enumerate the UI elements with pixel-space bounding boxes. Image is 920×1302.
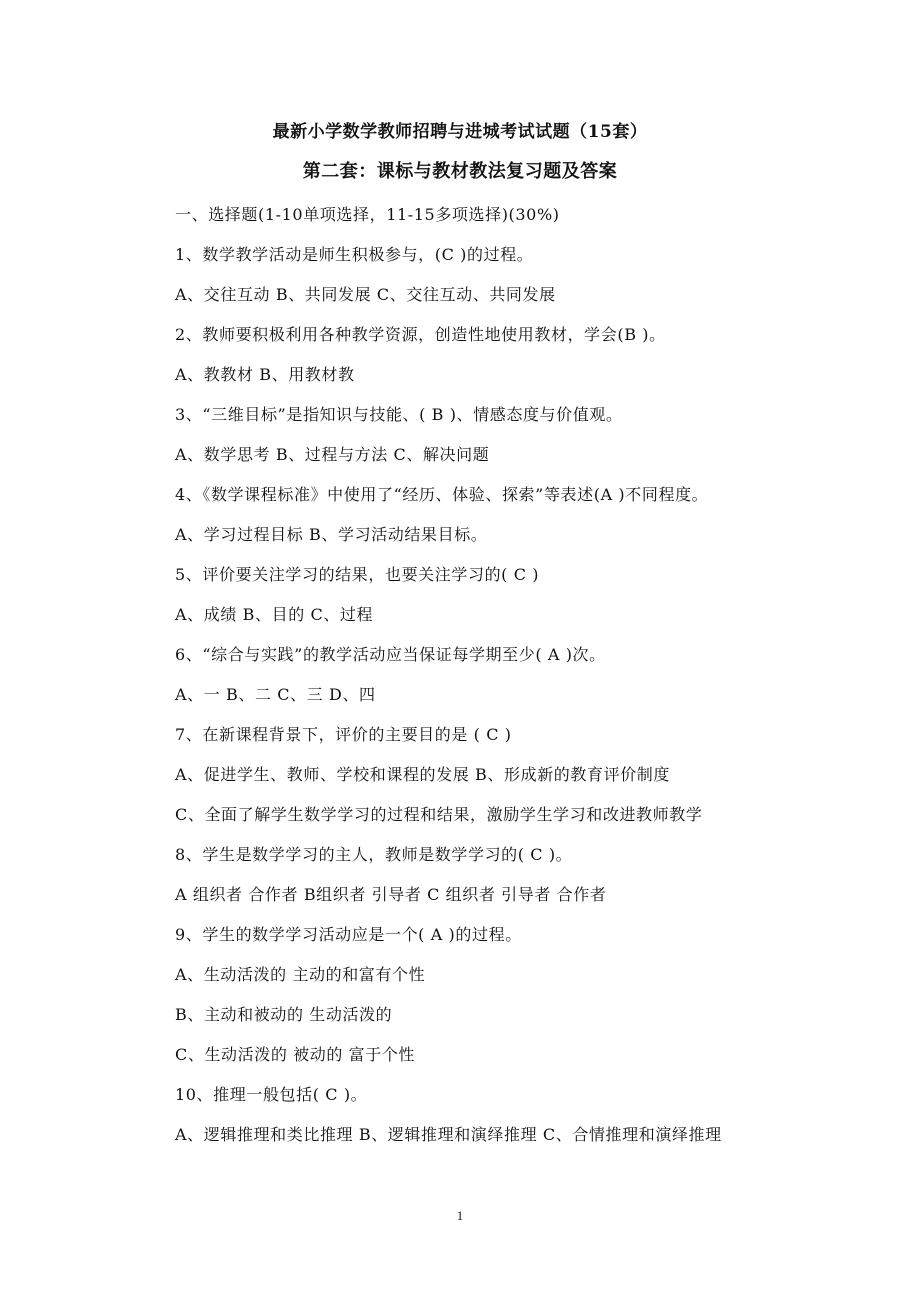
option-line: C、生动活泼的 被动的 富于个性 (175, 1045, 416, 1064)
question-line: 1、数学教学活动是师生积极参与，(C )的过程。 (175, 245, 534, 264)
section-heading: 一、选择题(1-10单项选择，11-15多项选择)(30%) (175, 205, 560, 224)
option-line: A、学习过程目标 B、学习活动结果目标。 (175, 525, 488, 544)
option-line: A、促进学生、教师、学校和课程的发展 B、形成新的教育评价制度 (175, 765, 670, 784)
option-line: A、一 B、二 C、三 D、四 (175, 685, 376, 704)
question-line: 2、教师要积极利用各种教学资源，创造性地使用教材，学会(B )。 (175, 325, 666, 344)
option-line: B、主动和被动的 生动活泼的 (175, 1005, 393, 1024)
question-line: 4、《数学课程标准》中使用了“经历、体验、探索”等表述(A )不同程度。 (175, 485, 709, 504)
option-line: A、生动活泼的 主动的和富有个性 (175, 965, 426, 984)
option-line: A、数学思考 B、过程与方法 C、解决问题 (175, 445, 490, 464)
option-line: A、交往互动 B、共同发展 C、交往互动、共同发展 (175, 285, 556, 304)
question-line: 9、学生的数学学习活动应是一个( A )的过程。 (175, 925, 522, 944)
option-line: A、逻辑推理和类比推理 B、逻辑推理和演绎推理 C、合情推理和演绎推理 (175, 1125, 722, 1144)
option-line: A 组织者 合作者 B组织者 引导者 C 组织者 引导者 合作者 (175, 885, 607, 904)
question-list (175, 195, 875, 1155)
question-line: 3、“三维目标”是指知识与技能、( B )、情感态度与价值观。 (175, 405, 623, 424)
option-line: C、全面了解学生数学学习的过程和结果，激励学生学习和改进教师教学 (175, 805, 703, 824)
question-line: 8、学生是数学学习的主人，教师是数学学习的( C )。 (175, 845, 573, 864)
option-line: A、成绩 B、目的 C、过程 (175, 605, 374, 624)
question-line: 7、在新课程背景下，评价的主要目的是 ( C ) (175, 725, 512, 744)
question-line: 5、评价要关注学习的结果，也要关注学习的( C ) (175, 565, 540, 584)
document-subtitle: 第二套：课标与教材教法复习题及答案 (302, 161, 618, 182)
question-line: 6、“综合与实践”的教学活动应当保证每学期至少( A )次。 (175, 645, 606, 664)
question-line: 10、推理一般包括( C )。 (175, 1085, 368, 1104)
option-line: A、教教材 B、用教材教 (175, 365, 355, 384)
document-title: 最新小学数学教师招聘与进城考试试题（15套） (272, 122, 648, 142)
page-number: 1 (456, 1208, 464, 1223)
